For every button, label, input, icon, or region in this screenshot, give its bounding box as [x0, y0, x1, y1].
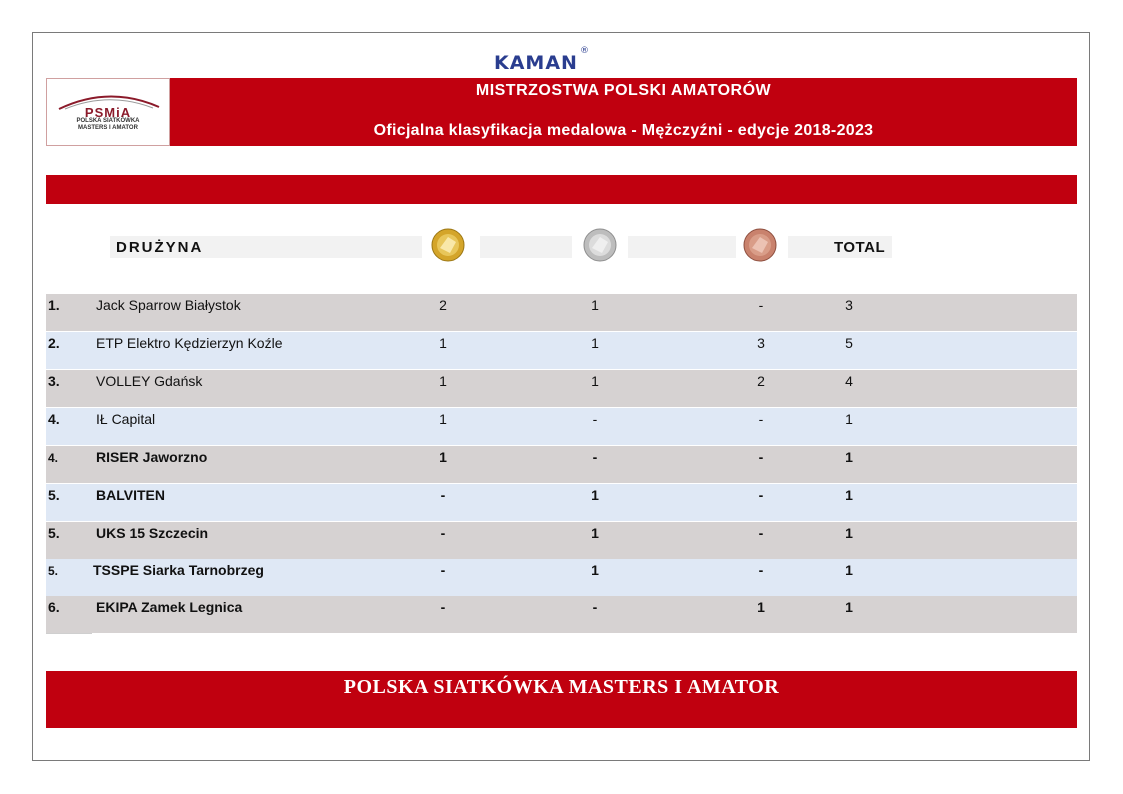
bronze-cell: - — [758, 297, 764, 313]
total-cell: 1 — [845, 562, 853, 578]
silver-cell: 1 — [591, 335, 599, 351]
registered-mark: ® — [580, 46, 590, 56]
rank-cell: 4. — [48, 411, 60, 427]
gold-cell: 1 — [439, 335, 447, 351]
rank-cell: 5. — [48, 564, 59, 578]
silver-cell: 1 — [591, 373, 599, 389]
total-cell: 1 — [845, 411, 853, 427]
gold-cell: 1 — [439, 373, 447, 389]
team-cell: IŁ Capital — [96, 411, 156, 427]
total-column-header: TOTAL — [834, 239, 886, 256]
team-cell: Jack Sparrow Białystok — [96, 297, 241, 313]
gold-cell: - — [440, 525, 446, 541]
team-cell: VOLLEY Gdańsk — [96, 373, 203, 389]
team-cell: RISER Jaworzno — [96, 449, 208, 465]
silver-medal-icon — [583, 228, 617, 262]
sponsor-logo — [494, 46, 590, 74]
bronze-cell: - — [758, 487, 764, 503]
silver-cell: 1 — [591, 525, 599, 541]
total-cell: 3 — [845, 297, 853, 313]
table-row — [46, 446, 1077, 483]
bronze-cell: 3 — [757, 335, 765, 351]
silver-cell: 1 — [591, 297, 599, 313]
table-row — [46, 596, 1077, 633]
sponsor-name: KAMAN — [494, 52, 578, 74]
bronze-cell: 1 — [757, 599, 765, 615]
logo-brand: PSMiA — [84, 105, 132, 120]
total-cell: 1 — [845, 525, 853, 541]
gold-cell: - — [440, 562, 446, 578]
table-row — [46, 484, 1077, 521]
table-row — [46, 408, 1077, 445]
bronze-cell: - — [758, 562, 764, 578]
footer-title: POLSKA SIATKÓWKA MASTERS I AMATOR — [343, 676, 780, 698]
psmia-logo — [46, 78, 170, 146]
rank-cell: 2. — [48, 335, 60, 351]
silver-cell: - — [592, 411, 598, 427]
bronze-cell: 2 — [757, 373, 765, 389]
rank-cell: 6. — [48, 599, 60, 615]
silver-cell: 1 — [591, 487, 599, 503]
rank-cell: 5. — [48, 487, 60, 503]
team-column-header: DRUŻYNA — [116, 239, 204, 256]
silver-cell: - — [592, 449, 598, 465]
bronze-cell: - — [758, 449, 764, 465]
total-cell: 1 — [845, 449, 853, 465]
divider-bar — [46, 175, 1077, 204]
silver-cell: 1 — [591, 562, 599, 578]
team-cell: ETP Elektro Kędzierzyn Koźle — [96, 335, 283, 351]
silver-column-header-bg — [628, 236, 736, 258]
gold-cell: - — [440, 487, 446, 503]
page-title: MISTRZOSTWA POLSKI AMATORÓW — [475, 82, 772, 99]
gold-cell: 1 — [439, 411, 447, 427]
bronze-cell: - — [758, 525, 764, 541]
logo-line-2: MASTERS I AMATOR — [78, 125, 138, 131]
table-row — [46, 332, 1077, 369]
team-cell: TSSPE Siarka Tarnobrzeg — [93, 562, 264, 578]
gold-medal-icon — [431, 228, 465, 262]
table-row — [46, 559, 1077, 596]
rank-cell: 5. — [48, 525, 60, 541]
total-cell: 1 — [845, 599, 853, 615]
rank-cell: 1. — [48, 297, 60, 313]
rank-cell: 3. — [48, 373, 60, 389]
gold-cell: 2 — [439, 297, 447, 313]
total-cell: 5 — [845, 335, 853, 351]
team-cell: BALVITEN — [96, 487, 165, 503]
gold-cell: - — [440, 599, 446, 615]
table-row — [46, 370, 1077, 407]
bronze-medal-icon — [743, 228, 777, 262]
gold-cell: 1 — [439, 449, 447, 465]
team-cell: UKS 15 Szczecin — [96, 525, 209, 541]
table-row — [46, 522, 1077, 559]
page-subtitle: Oficjalna klasyfikacja medalowa - Mężczyźni - edycje 2018-2023 — [373, 122, 874, 139]
rank-cell: 4. — [48, 451, 59, 465]
silver-cell: - — [592, 599, 598, 615]
gold-column-header-bg — [480, 236, 572, 258]
bronze-cell: - — [758, 411, 764, 427]
total-cell: 4 — [845, 373, 853, 389]
table-bottom-rule — [46, 633, 92, 634]
logo-line-1: POLSKA SIATKÓWKA — [76, 118, 140, 124]
table-row — [46, 294, 1077, 331]
team-cell: EKIPA Zamek Legnica — [96, 599, 243, 615]
total-cell: 1 — [845, 487, 853, 503]
